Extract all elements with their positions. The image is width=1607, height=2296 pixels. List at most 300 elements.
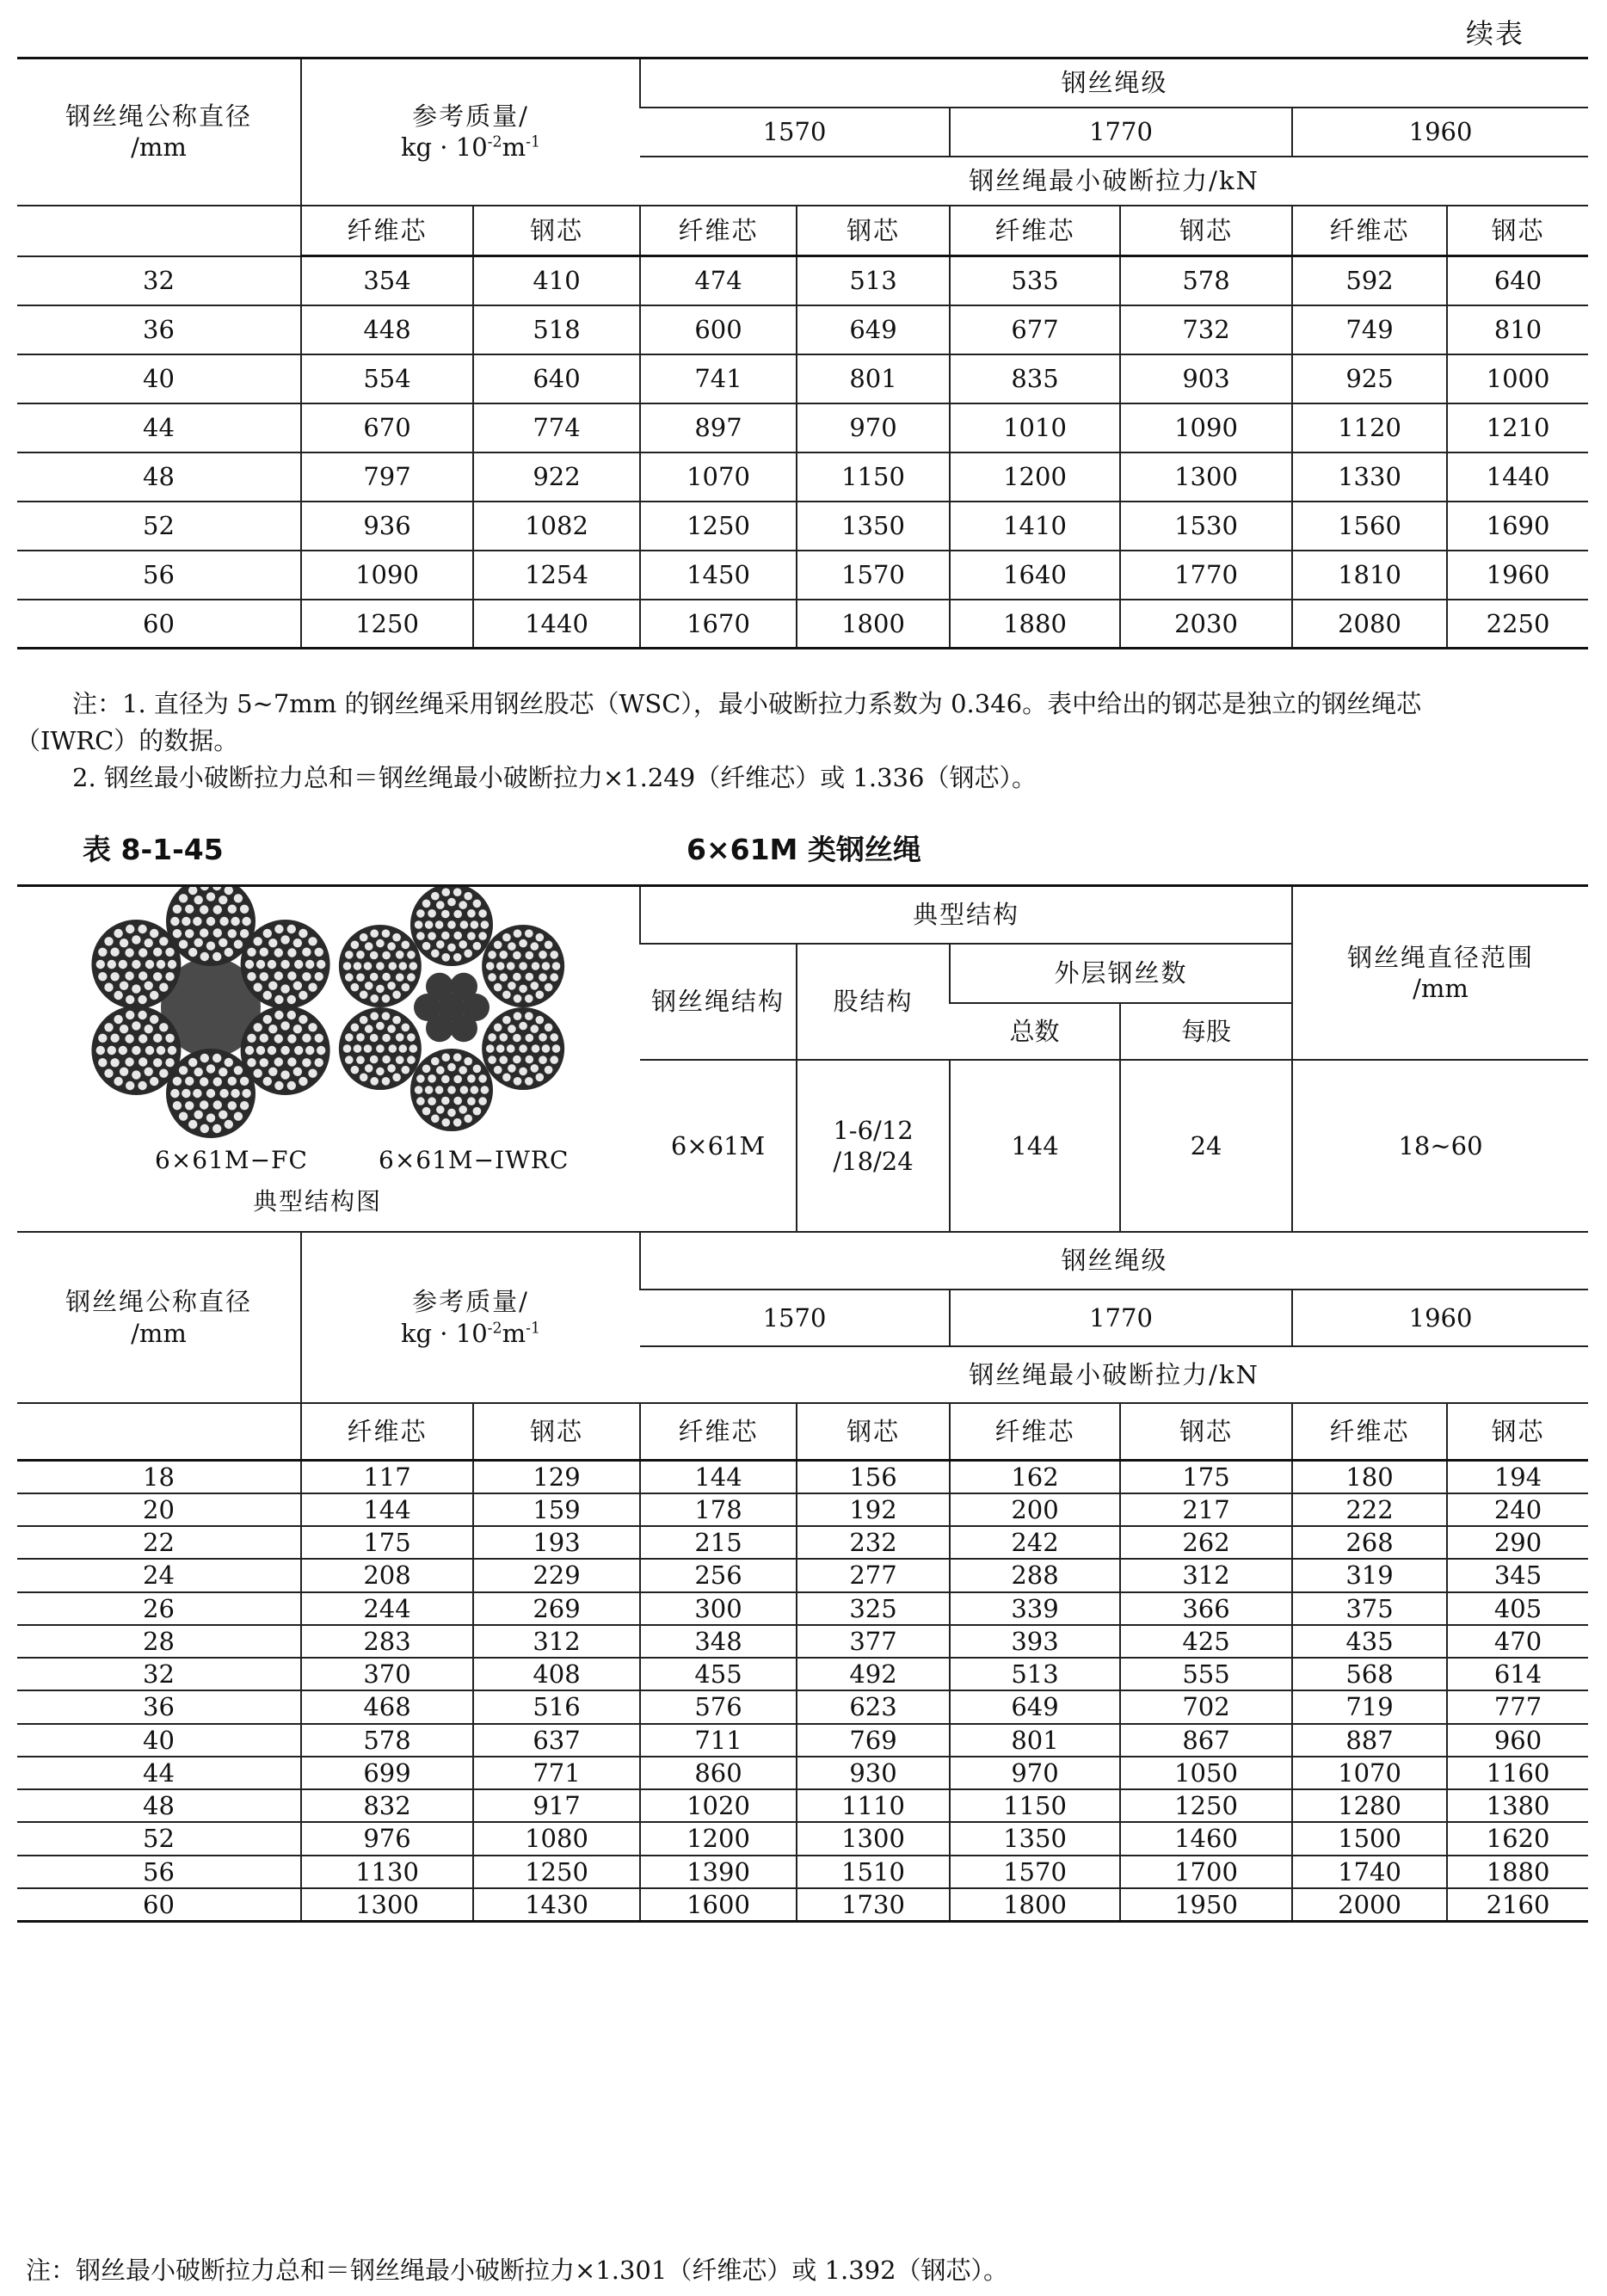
value-cell: 262 (1120, 1526, 1292, 1559)
rope-structure-value: 6×61M (640, 1060, 797, 1232)
wire (431, 1115, 440, 1123)
wire (139, 1057, 147, 1066)
value-cell: 1250 (640, 502, 797, 551)
wire (507, 962, 515, 970)
wire (317, 1046, 325, 1055)
wire (514, 1012, 522, 1020)
value-cell: 244 (301, 1592, 473, 1625)
wire (364, 962, 373, 970)
value-cell: 1390 (640, 1856, 797, 1888)
wire (165, 1058, 174, 1067)
wire (145, 982, 153, 990)
wire (287, 925, 296, 933)
wire (545, 1024, 553, 1032)
value-cell: 677 (950, 305, 1120, 354)
diameter-cell: 32 (17, 1658, 301, 1690)
table-row (17, 502, 1588, 551)
value-cell: 930 (797, 1757, 950, 1789)
wire (345, 1033, 354, 1042)
wire (145, 1068, 153, 1076)
wire (263, 991, 272, 1000)
wire (294, 1046, 303, 1055)
wire (125, 1034, 133, 1043)
table-row (17, 1658, 1588, 1690)
wire (488, 973, 496, 982)
wire (193, 917, 201, 926)
wire (531, 942, 539, 951)
value-cell: 732 (1120, 305, 1292, 354)
table-row (17, 1724, 1588, 1757)
wire (159, 1023, 168, 1031)
wire (453, 888, 462, 896)
value-cell: 178 (640, 1493, 797, 1526)
diameter-cell: 36 (17, 1690, 301, 1723)
wire (370, 1056, 379, 1064)
value-cell: 1300 (797, 1822, 950, 1855)
wire (514, 1077, 522, 1086)
wire (507, 1044, 515, 1053)
wire (188, 948, 197, 957)
value-cell: 448 (301, 305, 473, 354)
wire (254, 1069, 262, 1078)
wire (409, 1044, 418, 1053)
wire (159, 937, 168, 945)
figure-label-iwrc: 6×61M−IWRC (379, 1146, 570, 1174)
value-cell: 578 (301, 1724, 473, 1757)
wire (416, 1074, 425, 1083)
value-cell: 1730 (797, 1888, 950, 1922)
wire (245, 960, 254, 969)
wire (467, 909, 476, 918)
wire (370, 1012, 379, 1020)
wire (343, 962, 352, 970)
wire (519, 1022, 527, 1031)
wire (179, 940, 188, 949)
wire (441, 1097, 450, 1105)
value-cell: 1440 (1447, 452, 1588, 502)
wire (354, 962, 362, 970)
table-row (17, 1526, 1588, 1559)
wire (185, 905, 194, 914)
diameter-cell: 56 (17, 551, 301, 600)
value-cell: 970 (797, 403, 950, 452)
value-cell: 555 (1120, 1658, 1292, 1690)
value-cell: 1010 (950, 403, 1120, 452)
wire (228, 929, 237, 938)
value-cell: 193 (473, 1526, 640, 1559)
wire (293, 939, 302, 947)
wire (168, 1046, 176, 1055)
wire (396, 951, 404, 959)
wire (351, 1024, 360, 1032)
wire (370, 951, 379, 960)
wire (173, 1101, 182, 1110)
core-subheader: 纤维芯 (950, 1403, 1120, 1460)
value-cell: 1950 (1120, 1888, 1292, 1922)
value-cell: 283 (301, 1625, 473, 1658)
table-row (17, 1559, 1588, 1591)
wire (526, 973, 534, 982)
force-header: 钢丝绳最小破断拉力/kN (640, 1346, 1588, 1403)
wire (526, 951, 534, 960)
grade-1570: 1570 (640, 108, 950, 157)
wire (110, 1058, 119, 1067)
value-cell: 1070 (640, 452, 797, 502)
value-cell: 208 (301, 1559, 473, 1591)
wire (228, 1077, 237, 1086)
table-title: 6×61M 类钢丝绳 (687, 833, 921, 866)
value-cell: 771 (473, 1757, 640, 1789)
wire (436, 940, 445, 949)
value-cell: 801 (797, 354, 950, 403)
value-cell: 592 (1292, 256, 1447, 305)
wire (345, 1056, 354, 1064)
wire (302, 948, 311, 957)
wire (114, 1015, 122, 1024)
value-cell: 290 (1447, 1526, 1588, 1559)
wire (315, 1034, 323, 1043)
diameter-cell: 60 (17, 1888, 301, 1922)
value-cell: 1020 (640, 1789, 797, 1822)
wire (478, 909, 487, 918)
wire (345, 973, 354, 982)
wire (213, 1100, 222, 1109)
wire (308, 937, 317, 945)
wire (539, 1056, 547, 1064)
wire (114, 1077, 122, 1086)
grade-header: 钢丝绳级 (640, 58, 1588, 108)
value-cell: 749 (1292, 305, 1447, 354)
value-cell: 1350 (797, 502, 950, 551)
value-cell: 354 (301, 256, 473, 305)
diameter-cell: 22 (17, 1526, 301, 1559)
wire (145, 939, 153, 947)
value-cell: 741 (640, 354, 797, 403)
value-cell: 377 (797, 1625, 950, 1658)
wire (247, 1058, 256, 1067)
core-subheader: 纤维芯 (640, 1403, 797, 1460)
value-cell: 1460 (1120, 1822, 1292, 1855)
wire (496, 1044, 505, 1053)
wire (428, 1074, 436, 1083)
wire (550, 951, 558, 959)
wire (206, 1064, 215, 1073)
value-cell: 194 (1447, 1460, 1588, 1493)
wire (447, 920, 456, 929)
wire (343, 1044, 352, 1053)
wire (308, 1023, 317, 1031)
wire (387, 982, 396, 990)
value-cell: 1090 (1120, 403, 1292, 452)
wire (274, 1034, 283, 1043)
wire (473, 1065, 482, 1074)
outer-wires-header: 外层钢丝数 (950, 944, 1292, 1004)
wire (494, 1024, 502, 1032)
value-cell: 232 (797, 1526, 950, 1559)
wire (200, 1124, 209, 1133)
value-cell: 410 (473, 256, 640, 305)
value-cell: 976 (301, 1822, 473, 1855)
value-cell: 408 (473, 1658, 640, 1690)
value-cell: 156 (797, 1460, 950, 1493)
value-cell: 144 (301, 1493, 473, 1526)
wire (110, 1034, 119, 1043)
wire (459, 1105, 467, 1114)
wire (280, 1021, 289, 1030)
wire (240, 1101, 249, 1110)
value-cell: 435 (1292, 1625, 1447, 1658)
value-cell: 702 (1120, 1690, 1292, 1723)
table-6x61m (17, 884, 1588, 1923)
wire (539, 951, 547, 959)
wire (240, 929, 249, 938)
wire (315, 972, 323, 981)
wire (200, 952, 209, 961)
value-cell: 1254 (473, 551, 640, 600)
wire (240, 905, 249, 914)
table-row (17, 305, 1588, 354)
wire (356, 1033, 365, 1042)
wire (360, 1074, 368, 1082)
wire (274, 1057, 283, 1066)
wire (213, 1077, 222, 1086)
value-cell: 936 (301, 502, 473, 551)
wire (138, 995, 146, 1004)
value-cell: 256 (640, 1559, 797, 1591)
grade-1960: 1960 (1292, 1290, 1588, 1346)
table-row (17, 1856, 1588, 1888)
value-cell: 300 (640, 1592, 797, 1625)
wire (159, 1069, 168, 1078)
value-cell: 832 (301, 1789, 473, 1822)
diameter-cell: 20 (17, 1493, 301, 1526)
value-cell: 670 (301, 403, 473, 452)
value-cell: 217 (1120, 1493, 1292, 1526)
core-subheader: 纤维芯 (301, 1403, 473, 1460)
wire (293, 1025, 302, 1033)
wire (194, 1111, 203, 1119)
wire (185, 1101, 194, 1110)
wire (387, 1064, 396, 1073)
wire (206, 892, 215, 901)
table-row (17, 1493, 1588, 1526)
wire (431, 892, 440, 901)
wire (356, 951, 365, 959)
wire (165, 1034, 174, 1043)
value-cell: 1620 (1447, 1822, 1588, 1855)
wire (364, 1044, 373, 1053)
wire (508, 1025, 516, 1033)
wire (471, 1086, 479, 1094)
value-cell: 576 (640, 1690, 797, 1723)
value-cell: 1350 (950, 1822, 1120, 1855)
wire (108, 1046, 116, 1055)
wire (552, 1044, 561, 1053)
wire (550, 1056, 558, 1064)
value-cell: 867 (1120, 1724, 1292, 1757)
value-cell: 345 (1447, 1559, 1588, 1591)
wire (496, 962, 505, 970)
diameter-cell: 40 (17, 354, 301, 403)
value-cell: 319 (1292, 1559, 1447, 1591)
wire (225, 1120, 233, 1129)
strand-structure-value: 1-6/12 /18/24 (797, 1060, 950, 1232)
value-cell: 425 (1120, 1625, 1292, 1658)
wire (387, 1025, 396, 1033)
wire (481, 1086, 489, 1094)
wire (274, 995, 283, 1004)
wire (532, 962, 540, 970)
wire (460, 1086, 469, 1094)
value-cell: 516 (473, 1690, 640, 1723)
wire (459, 1066, 467, 1074)
wire (442, 1053, 451, 1062)
wire (317, 960, 325, 969)
wire (382, 1034, 391, 1043)
wire (402, 941, 410, 950)
value-cell: 1810 (1292, 551, 1447, 600)
core-subheader: 钢芯 (1120, 1403, 1292, 1460)
table-row (17, 1460, 1588, 1493)
wire (234, 940, 243, 949)
wire (441, 1075, 450, 1084)
wire (150, 929, 158, 938)
value-cell: 568 (1292, 1658, 1447, 1690)
value-cell: 649 (797, 305, 950, 354)
wire (98, 1058, 107, 1067)
wire (467, 932, 476, 940)
value-cell: 1070 (1292, 1757, 1447, 1789)
wire (280, 1070, 289, 1079)
wire (240, 1077, 249, 1086)
wire (120, 939, 128, 947)
wire (260, 1058, 268, 1067)
wire (447, 1086, 456, 1094)
wire (488, 1056, 496, 1064)
value-cell: 1150 (797, 452, 950, 502)
value-cell: 1200 (950, 452, 1120, 502)
wire (407, 1056, 416, 1064)
wire (365, 1025, 373, 1033)
wire (206, 941, 215, 950)
wire (104, 1069, 113, 1078)
wire (478, 1074, 487, 1083)
wire (219, 896, 227, 904)
wire (376, 962, 385, 970)
wire (409, 962, 418, 970)
wire (98, 1034, 107, 1043)
wire (396, 1033, 404, 1042)
value-cell: 810 (1447, 305, 1588, 354)
wire (453, 1118, 462, 1127)
wire (464, 950, 472, 958)
wire (464, 892, 472, 901)
figure-label-fc: 6×61M−FC (155, 1146, 308, 1174)
value-cell: 922 (473, 452, 640, 502)
value-cell: 1700 (1120, 1856, 1292, 1888)
wire (110, 948, 119, 957)
wire (173, 1077, 182, 1086)
wire (153, 972, 162, 981)
value-cell: 1330 (1292, 452, 1447, 502)
wire (206, 1089, 215, 1098)
wire (508, 982, 516, 990)
wire (467, 1097, 476, 1105)
wire (539, 973, 547, 982)
mass-header: 参考质量/ kg · $10^{-2}m^{-1}$ (301, 1232, 640, 1403)
value-cell: 288 (950, 1559, 1120, 1591)
value-cell: 366 (1120, 1592, 1292, 1625)
grade-1770: 1770 (950, 108, 1292, 157)
value-cell: 144 (640, 1460, 797, 1493)
wire (132, 960, 140, 969)
wire (478, 1097, 487, 1105)
per-strand-header: 每股 (1120, 1003, 1292, 1060)
wire (256, 1046, 265, 1055)
wire (396, 973, 404, 982)
wire (513, 1034, 521, 1043)
mass-header: 参考质量/ kg · $10^{-2}m^{-1}$ (301, 58, 640, 206)
wire (188, 1058, 197, 1067)
table-row (17, 354, 1588, 403)
wire (247, 1034, 256, 1043)
value-cell: 175 (1120, 1460, 1292, 1493)
wire (157, 1046, 165, 1055)
wire (126, 1011, 134, 1019)
wire (254, 983, 262, 992)
strand-structure-header: 股结构 (797, 944, 950, 1061)
wire (125, 971, 133, 980)
table-row (17, 1789, 1588, 1822)
value-cell: 719 (1292, 1690, 1447, 1723)
core-subheader: 纤维芯 (1292, 206, 1447, 256)
diameter-cell: 28 (17, 1625, 301, 1658)
wire (212, 1054, 221, 1062)
value-cell: 180 (1292, 1460, 1447, 1493)
wire (399, 962, 408, 970)
value-cell: 1200 (640, 1822, 797, 1855)
wire (242, 917, 250, 926)
wire (280, 984, 289, 993)
table-row (17, 1625, 1588, 1658)
wire (360, 991, 368, 1000)
wire (536, 991, 545, 1000)
wire (508, 942, 516, 951)
wire (168, 960, 176, 969)
wire (436, 1066, 445, 1074)
figure-cell (17, 886, 640, 1233)
wire (392, 991, 401, 1000)
wire (268, 1068, 277, 1076)
core-subheader: 钢芯 (1447, 1403, 1588, 1460)
value-cell: 1740 (1292, 1856, 1447, 1888)
diameter-cell: 26 (17, 1592, 301, 1625)
value-cell: 835 (950, 354, 1120, 403)
value-cell: 277 (797, 1559, 950, 1591)
wire (132, 935, 140, 944)
wire (392, 1074, 401, 1082)
wire (431, 1057, 440, 1066)
value-cell: 1800 (797, 600, 950, 649)
figure-caption: 典型结构图 (253, 1187, 383, 1216)
value-cell: 2250 (1447, 600, 1588, 649)
wire (274, 1011, 283, 1019)
wire (104, 1023, 113, 1031)
wire (219, 1089, 228, 1098)
wire (153, 1034, 162, 1043)
wire (268, 1025, 277, 1033)
wire (213, 905, 222, 914)
